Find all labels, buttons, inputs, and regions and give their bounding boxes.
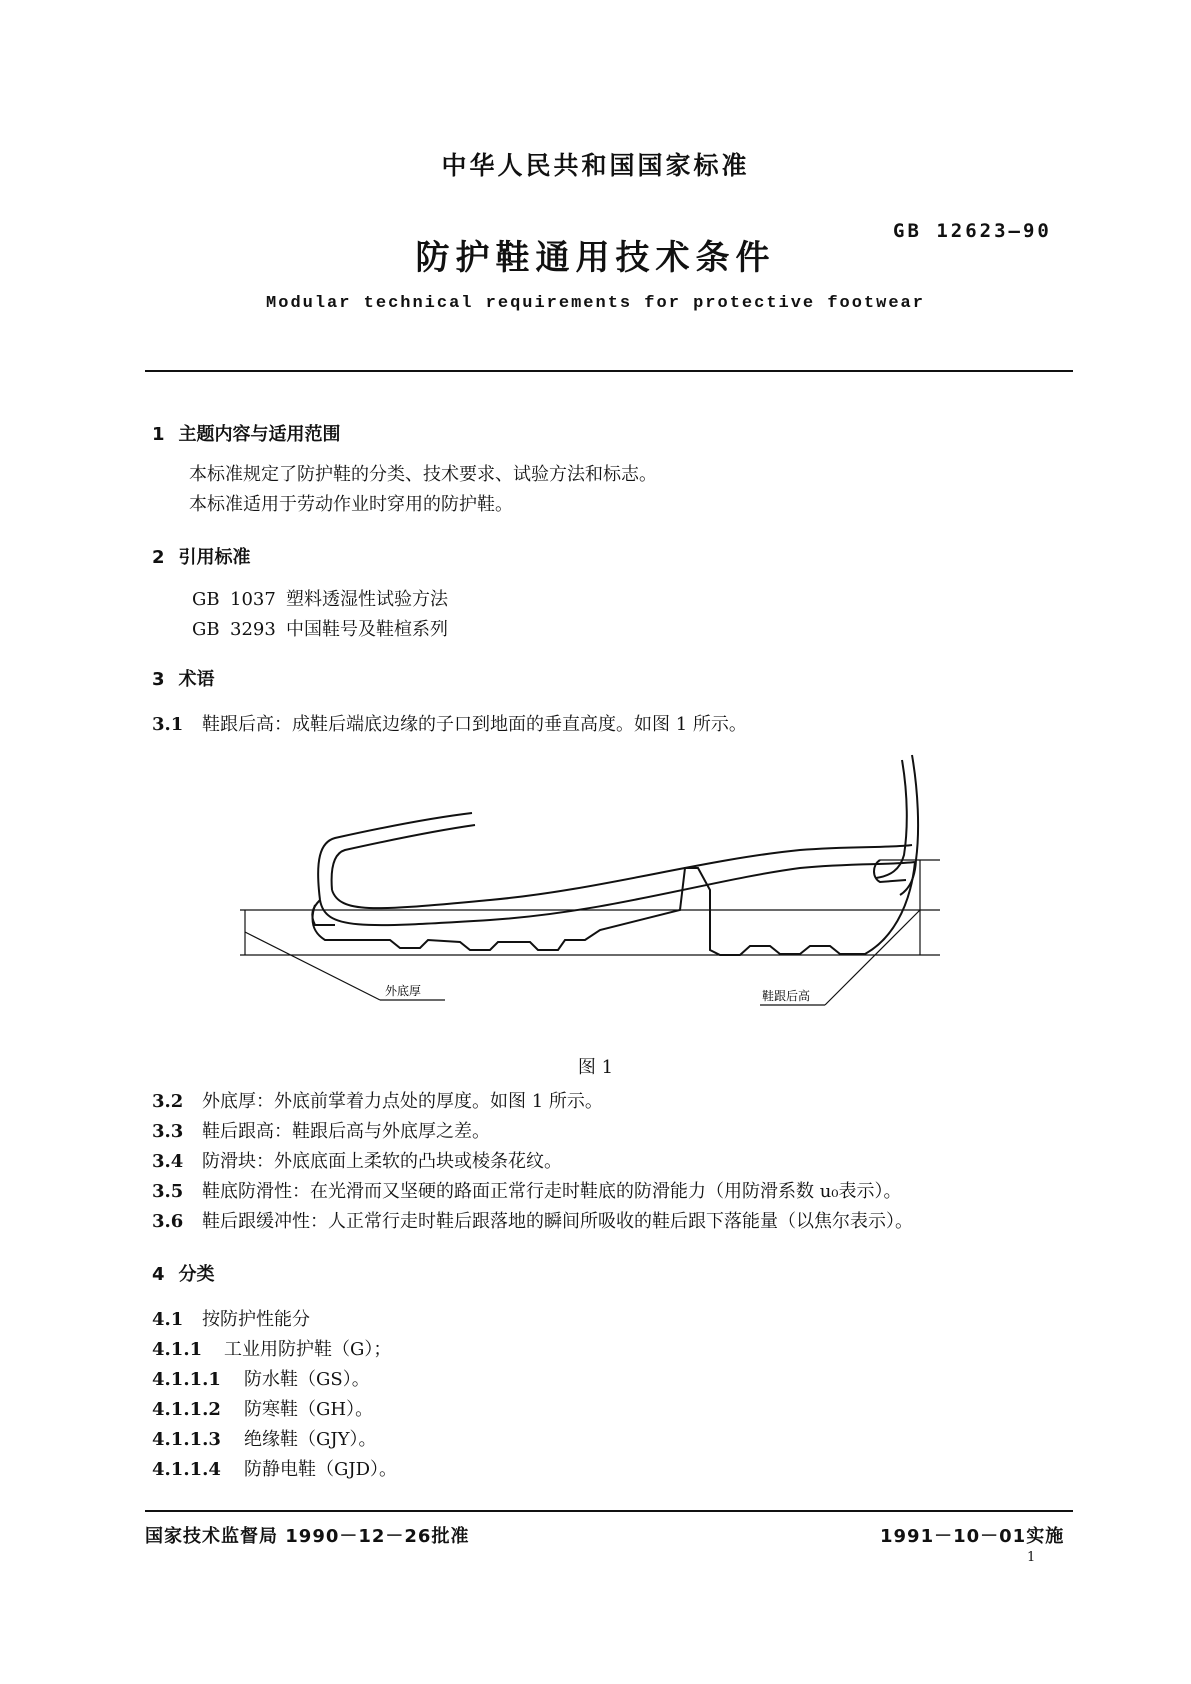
upper-front-line-outer [318,813,472,900]
label-outsole-thickness: 外底厚 [385,984,422,998]
class-item [152,1365,370,1391]
class-text: 绝缘鞋（GJY）。 [244,1429,377,1450]
class-number: 4.1 [152,1309,184,1330]
class-item [152,1455,397,1481]
label-heel-height: 鞋跟后高 [762,989,811,1003]
class-number: 4.1.1.4 [152,1459,221,1480]
term-number: 3.1 [152,714,184,735]
section-title: 术语 [178,669,215,690]
class-item [152,1305,310,1331]
term-text: 鞋后跟高：鞋跟后高与外底厚之差。 [202,1121,490,1142]
term-number: 3.5 [152,1181,184,1202]
page-number: 1 [1027,1550,1036,1565]
header-rule [145,370,1073,372]
class-number: 4.1.1.2 [152,1399,221,1420]
term-item [152,1117,490,1143]
class-text: 工业用防护鞋（G）； [224,1339,392,1360]
section-4-heading [152,1260,229,1286]
document-title: 防护鞋通用技术条件 [415,238,776,278]
term-text: 鞋底防滑性：在光滑而又坚硬的路面正常行走时鞋底的防滑能力（用防滑系数 u₀表示）。 [202,1181,902,1202]
midsole-line [320,862,915,925]
section-title: 分类 [178,1264,215,1285]
ref-code: GB [192,619,220,640]
term-text: 防滑块：外底底面上柔软的凸块或棱条花纹。 [202,1151,562,1172]
paragraph: 本标准规定了防护鞋的分类、技术要求、试验方法和标志。 [189,464,657,485]
class-text: 按防护性能分 [202,1309,310,1330]
ref-code: GB [192,589,220,610]
toe-cap [312,900,335,925]
ref-number: 1037 [230,589,276,610]
insole-line [332,845,912,908]
section-title: 引用标准 [178,547,251,568]
term-item [152,1147,562,1173]
issuing-body: 中华人民共和国国家标准 [441,151,750,180]
effective-date: 1991－10－01实施 [880,1526,1065,1547]
class-item [152,1395,373,1421]
class-item [152,1425,376,1451]
section-number: 1 [152,424,165,445]
term-number: 3.6 [152,1211,184,1232]
section-number: 2 [152,547,165,568]
class-number: 4.1.1.1 [152,1369,221,1390]
reference-item [192,615,448,641]
section-3-heading [152,665,229,691]
upper-back-line [900,755,918,895]
english-title: Modular technical requirements for protective footwear [266,294,925,313]
term-number: 3.4 [152,1151,184,1172]
sole-leader-line [245,932,380,1000]
class-text: 防寒鞋（GH）。 [244,1399,374,1420]
figure-caption: 图 1 [577,1057,614,1078]
class-number: 4.1.1.3 [152,1429,221,1450]
section-number: 3 [152,669,165,690]
standard-number: GB 12623—90 [893,220,1052,242]
term-item [152,1177,902,1203]
figure-1-shoe-diagram [240,750,1000,1030]
outsole-outline [312,862,915,955]
approval-date: 国家技术监督局 1990－12－26批准 [145,1526,470,1547]
class-number: 4.1.1 [152,1339,203,1360]
term-item [152,710,747,736]
term-number: 3.3 [152,1121,184,1142]
section-1-heading [152,420,355,446]
class-item [152,1335,391,1361]
section-number: 4 [152,1264,165,1285]
section-title: 主题内容与适用范围 [178,424,341,445]
term-number: 3.2 [152,1091,184,1112]
reference-item [192,585,448,611]
heel-leader-line [825,910,920,1005]
ref-number: 3293 [230,619,276,640]
section-2-heading [152,543,265,569]
ref-name: 中国鞋号及鞋楦系列 [286,619,448,640]
class-text: 防水鞋（GS）。 [244,1369,370,1390]
term-item [152,1087,603,1113]
class-text: 防静电鞋（GJD）。 [244,1459,398,1480]
term-item [152,1207,913,1233]
footer-rule [145,1510,1073,1512]
ref-name: 塑料透湿性试验方法 [286,589,448,610]
paragraph: 本标准适用于劳动作业时穿用的防护鞋。 [189,494,513,515]
term-text: 鞋后跟缓冲性：人正常行走时鞋后跟落地的瞬间所吸收的鞋后跟下落能量（以焦尔表示）。 [202,1211,913,1232]
term-text: 鞋跟后高：成鞋后端底边缘的子口到地面的垂直高度。如图 1 所示。 [202,714,747,735]
term-text: 外底厚：外底前掌着力点处的厚度。如图 1 所示。 [202,1091,603,1112]
